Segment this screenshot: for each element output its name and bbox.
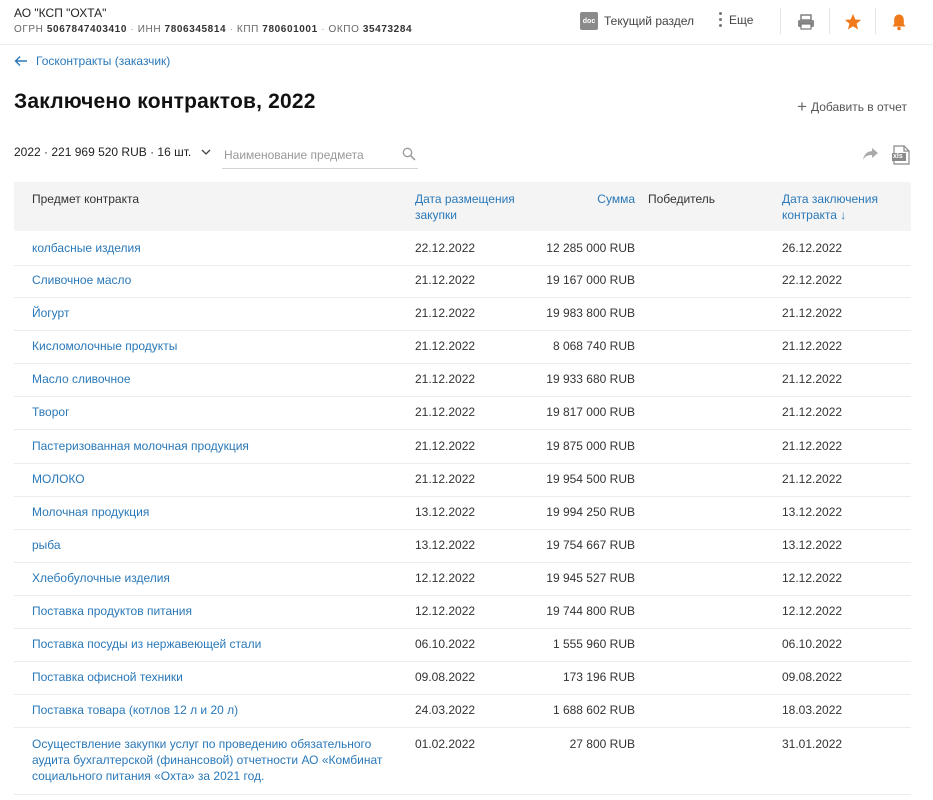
divider [875, 8, 876, 34]
separator-dot: · [229, 24, 234, 35]
add-to-report-button[interactable] [797, 97, 907, 116]
share-icon [862, 146, 880, 162]
back-link-label: Госконтракты (заказчик) [36, 54, 171, 68]
contract-subject-link[interactable]: Хлебобулочные изделия [32, 571, 170, 585]
contract-date-cell: 09.08.2022 [782, 670, 843, 684]
separator-dot: · [321, 24, 326, 35]
contract-subject-link[interactable]: колбасные изделия [32, 241, 141, 255]
inn-value: 7806345814 [164, 24, 227, 35]
contract-subject-link[interactable]: Поставка посуды из нержавеющей стали [32, 637, 262, 651]
table-row [14, 562, 911, 596]
contract-date-cell: 13.12.2022 [782, 538, 843, 552]
subject-search-input[interactable] [222, 148, 396, 162]
contract-subject-link[interactable]: Молочная продукция [32, 505, 150, 519]
column-header-sum[interactable]: Сумма [597, 192, 635, 206]
top-bar [0, 0, 933, 45]
sum-cell: 19 744 800 RUB [546, 604, 635, 618]
column-header-subject: Предмет контракта [32, 192, 140, 206]
table-row [14, 396, 911, 430]
more-label: Еще [729, 12, 754, 27]
contract-date-cell: 22.12.2022 [782, 273, 843, 287]
sum-cell: 8 068 740 RUB [552, 339, 635, 353]
okpo-label: ОКПО [328, 24, 360, 35]
print-button[interactable] [794, 10, 818, 34]
search-icon[interactable] [402, 147, 416, 161]
inn-label: ИНН [137, 24, 162, 35]
sum-cell: 12 285 000 RUB [546, 241, 635, 255]
contract-subject-link[interactable]: Творог [32, 405, 70, 419]
okpo-value: 35473284 [362, 24, 413, 35]
contract-date-cell: 31.01.2022 [782, 737, 843, 751]
table-row [14, 264, 911, 298]
printer-icon [797, 14, 815, 30]
contract-subject-link[interactable]: Кисломолочные продукты [32, 339, 178, 353]
table-row [14, 496, 911, 530]
contract-date-cell: 12.12.2022 [782, 604, 843, 618]
sum-cell: 19 954 500 RUB [546, 472, 635, 486]
contract-date-cell: 21.12.2022 [782, 372, 843, 386]
contract-date-cell: 21.12.2022 [782, 472, 843, 486]
posted-date-cell: 21.12.2022 [415, 306, 476, 320]
table-row [14, 297, 911, 331]
kebab-icon [719, 12, 723, 27]
subject-search [222, 142, 418, 169]
contract-date-cell: 18.03.2022 [782, 703, 843, 717]
contract-date-cell: 21.12.2022 [782, 439, 843, 453]
contract-subject-link[interactable]: Поставка продуктов питания [32, 604, 193, 618]
sum-cell: 19 817 000 RUB [546, 405, 635, 419]
posted-date-cell: 13.12.2022 [415, 505, 476, 519]
table-row [14, 628, 911, 662]
contract-subject-link[interactable]: Сливочное масло [32, 273, 132, 287]
sum-cell: 1 688 602 RUB [552, 703, 635, 717]
divider [780, 8, 781, 34]
contract-date-cell: 26.12.2022 [782, 241, 843, 255]
table-header [14, 182, 911, 231]
sum-cell: 173 196 RUB [562, 670, 635, 684]
page-title: Заключено контрактов, 2022 [14, 90, 316, 113]
contract-subject-link[interactable]: Йогурт [32, 306, 70, 320]
posted-date-cell: 21.12.2022 [415, 273, 476, 287]
table-row [14, 463, 911, 497]
contract-date-cell: 12.12.2022 [782, 571, 843, 585]
contract-subject-link[interactable]: Пастеризованная молочная продукция [32, 439, 249, 453]
contract-date-cell: 13.12.2022 [782, 505, 843, 519]
contract-subject-link[interactable]: рыба [32, 538, 61, 552]
xls-label: xls [893, 153, 903, 160]
contract-date-cell: 21.12.2022 [782, 339, 843, 353]
column-header-posted-date[interactable]: Дата размещения закупки [415, 192, 515, 222]
column-header-contract-date[interactable]: Дата заключения контракта ↓ [782, 192, 878, 222]
table-row [14, 529, 911, 563]
contract-date-cell: 06.10.2022 [782, 637, 843, 651]
divider [829, 8, 830, 34]
plus-icon: + [797, 97, 807, 116]
notifications-button[interactable] [887, 10, 911, 34]
column-header-winner: Победитель [648, 192, 716, 206]
posted-date-cell: 01.02.2022 [415, 737, 476, 751]
company-requisites [14, 24, 412, 35]
sum-cell: 27 800 RUB [569, 737, 635, 751]
kpp-value: 780601001 [262, 24, 318, 35]
contract-subject-link[interactable]: Масло сливочное [32, 372, 131, 386]
kpp-label: КПП [236, 24, 259, 35]
posted-date-cell: 21.12.2022 [415, 372, 476, 386]
year-filter-dropdown[interactable] [14, 145, 211, 159]
posted-date-cell: 13.12.2022 [415, 538, 476, 552]
company-name: АО "КСП "ОХТА" [14, 6, 107, 20]
posted-date-cell: 21.12.2022 [415, 339, 476, 353]
arrow-left-icon [14, 55, 28, 67]
posted-date-cell: 09.08.2022 [415, 670, 476, 684]
posted-date-cell: 12.12.2022 [415, 571, 476, 585]
table-row [14, 661, 911, 695]
current-section-button[interactable] [580, 12, 694, 30]
sum-cell: 19 983 800 RUB [546, 306, 635, 320]
export-xls-button[interactable] [891, 145, 911, 168]
contract-subject-link[interactable]: МОЛОКО [32, 472, 85, 486]
posted-date-cell: 24.03.2022 [415, 703, 476, 717]
contract-subject-link[interactable]: Поставка товара (котлов 12 л и 20 л) [32, 703, 239, 717]
current-section-label: Текущий раздел [604, 14, 695, 28]
table-row [14, 728, 911, 795]
sum-cell: 19 945 527 RUB [546, 571, 635, 585]
sum-cell: 1 555 960 RUB [552, 637, 635, 651]
table-row [14, 363, 911, 397]
sum-cell: 19 933 680 RUB [546, 372, 635, 386]
sum-cell: 19 167 000 RUB [546, 273, 635, 287]
posted-date-cell: 21.12.2022 [415, 405, 476, 419]
filter-summary: 2022 · 221 969 520 RUB · 16 шт. [14, 145, 192, 159]
table-row [14, 330, 911, 364]
bell-icon [891, 13, 907, 31]
ogrn-value: 5067847403410 [46, 24, 127, 35]
table-row [14, 694, 911, 728]
posted-date-cell: 22.12.2022 [415, 241, 476, 255]
ogrn-label: ОГРН [14, 24, 44, 35]
posted-date-cell: 12.12.2022 [415, 604, 476, 618]
sum-cell: 19 875 000 RUB [546, 439, 635, 453]
contract-date-cell: 21.12.2022 [782, 306, 843, 320]
separator-dot: · [130, 24, 135, 35]
table-row [14, 232, 911, 266]
chevron-down-icon [201, 149, 211, 155]
sum-cell: 19 754 667 RUB [546, 538, 635, 552]
posted-date-cell: 21.12.2022 [415, 472, 476, 486]
table-row [14, 430, 911, 464]
posted-date-cell: 21.12.2022 [415, 439, 476, 453]
sum-cell: 19 994 250 RUB [546, 505, 635, 519]
posted-date-cell: 06.10.2022 [415, 637, 476, 651]
contract-subject-link[interactable]: Осуществление закупки услуг по проведению обязательного аудита бухгалтерской (финансовой) отчетности АО «Комбинат социального питания «Охта» за 2021 год. [32, 737, 383, 783]
more-button[interactable] [719, 12, 753, 27]
back-link[interactable] [14, 54, 170, 68]
star-icon [844, 13, 862, 31]
contract-subject-link[interactable]: Поставка офисной техники [32, 670, 183, 684]
contract-date-cell: 21.12.2022 [782, 405, 843, 419]
favorite-button[interactable] [841, 10, 865, 34]
add-to-report-label: Добавить в отчет [810, 100, 907, 114]
doc-icon: doc [580, 12, 598, 30]
share-button[interactable] [862, 146, 880, 165]
table-row [14, 595, 911, 629]
